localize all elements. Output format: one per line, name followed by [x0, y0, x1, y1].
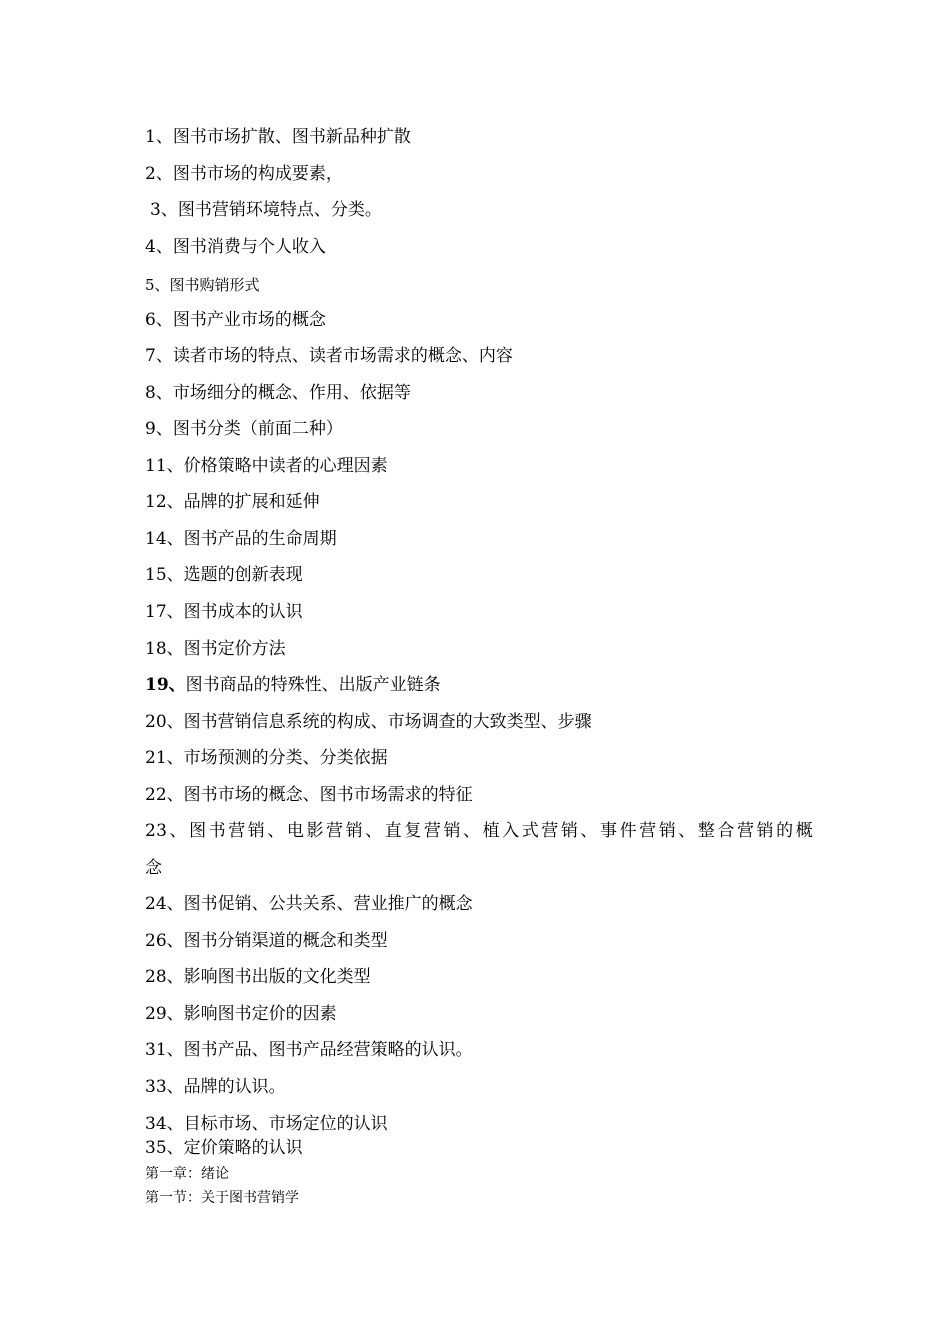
list-item-15: 15、选题的创新表现 [145, 565, 303, 585]
list-item-28: 28、影响图书出版的文化类型 [145, 967, 371, 987]
list-item-22: 22、图书市场的概念、图书市场需求的特征 [145, 785, 473, 805]
list-item-20: 20、图书营销信息系统的构成、市场调查的大致类型、步骤 [145, 712, 592, 732]
section-heading: 第一节：关于图书营销学 [145, 1190, 299, 1206]
list-item-19 [145, 674, 441, 696]
list-item-14: 14、图书产品的生命周期 [145, 529, 337, 549]
list-item-2: 2、图书市场的构成要素， [145, 164, 343, 184]
list-item-3: 3、图书营销环境特点、分类。 [150, 200, 382, 220]
list-item-33: 33、品牌的认识。 [145, 1077, 286, 1097]
list-item-21: 21、市场预测的分类、分类依据 [145, 748, 388, 768]
list-item-23-continuation: 念 [145, 858, 162, 878]
list-item-18: 18、图书定价方法 [145, 639, 286, 659]
list-item-11: 11、价格策略中读者的心理因素 [145, 456, 388, 476]
list-item-19-number: 19、 [145, 675, 186, 695]
list-item-9: 9、图书分类（前面二种） [145, 419, 343, 439]
list-item-4: 4、图书消费与个人收入 [145, 237, 326, 257]
list-item-7: 7、读者市场的特点、读者市场需求的概念、内容 [145, 346, 513, 366]
list-item-31: 31、图书产品、图书产品经营策略的认识。 [145, 1040, 473, 1060]
list-item-23: 23、图书营销、电影营销、直复营销、植入式营销、事件营销、整合营销的概 [145, 821, 813, 841]
list-item-6: 6、图书产业市场的概念 [145, 310, 326, 330]
list-item-1: 1、图书市场扩散、图书新品种扩散 [145, 127, 411, 147]
list-item-26: 26、图书分销渠道的概念和类型 [145, 931, 388, 951]
list-item-35: 35、定价策略的认识 [145, 1138, 303, 1158]
list-item-17: 17、图书成本的认识 [145, 602, 303, 622]
chapter-heading: 第一章：绪论 [145, 1166, 229, 1182]
list-item-8: 8、市场细分的概念、作用、依据等 [145, 383, 411, 403]
list-item-34: 34、目标市场、市场定位的认识 [145, 1114, 388, 1134]
list-item-29: 29、影响图书定价的因素 [145, 1004, 337, 1024]
list-item-19-text: 图书商品的特殊性、出版产业链条 [185, 675, 441, 695]
list-item-24: 24、图书促销、公共关系、营业推广的概念 [145, 894, 473, 914]
list-item-5: 5、图书购销形式 [145, 276, 260, 294]
list-item-12: 12、品牌的扩展和延伸 [145, 492, 320, 512]
